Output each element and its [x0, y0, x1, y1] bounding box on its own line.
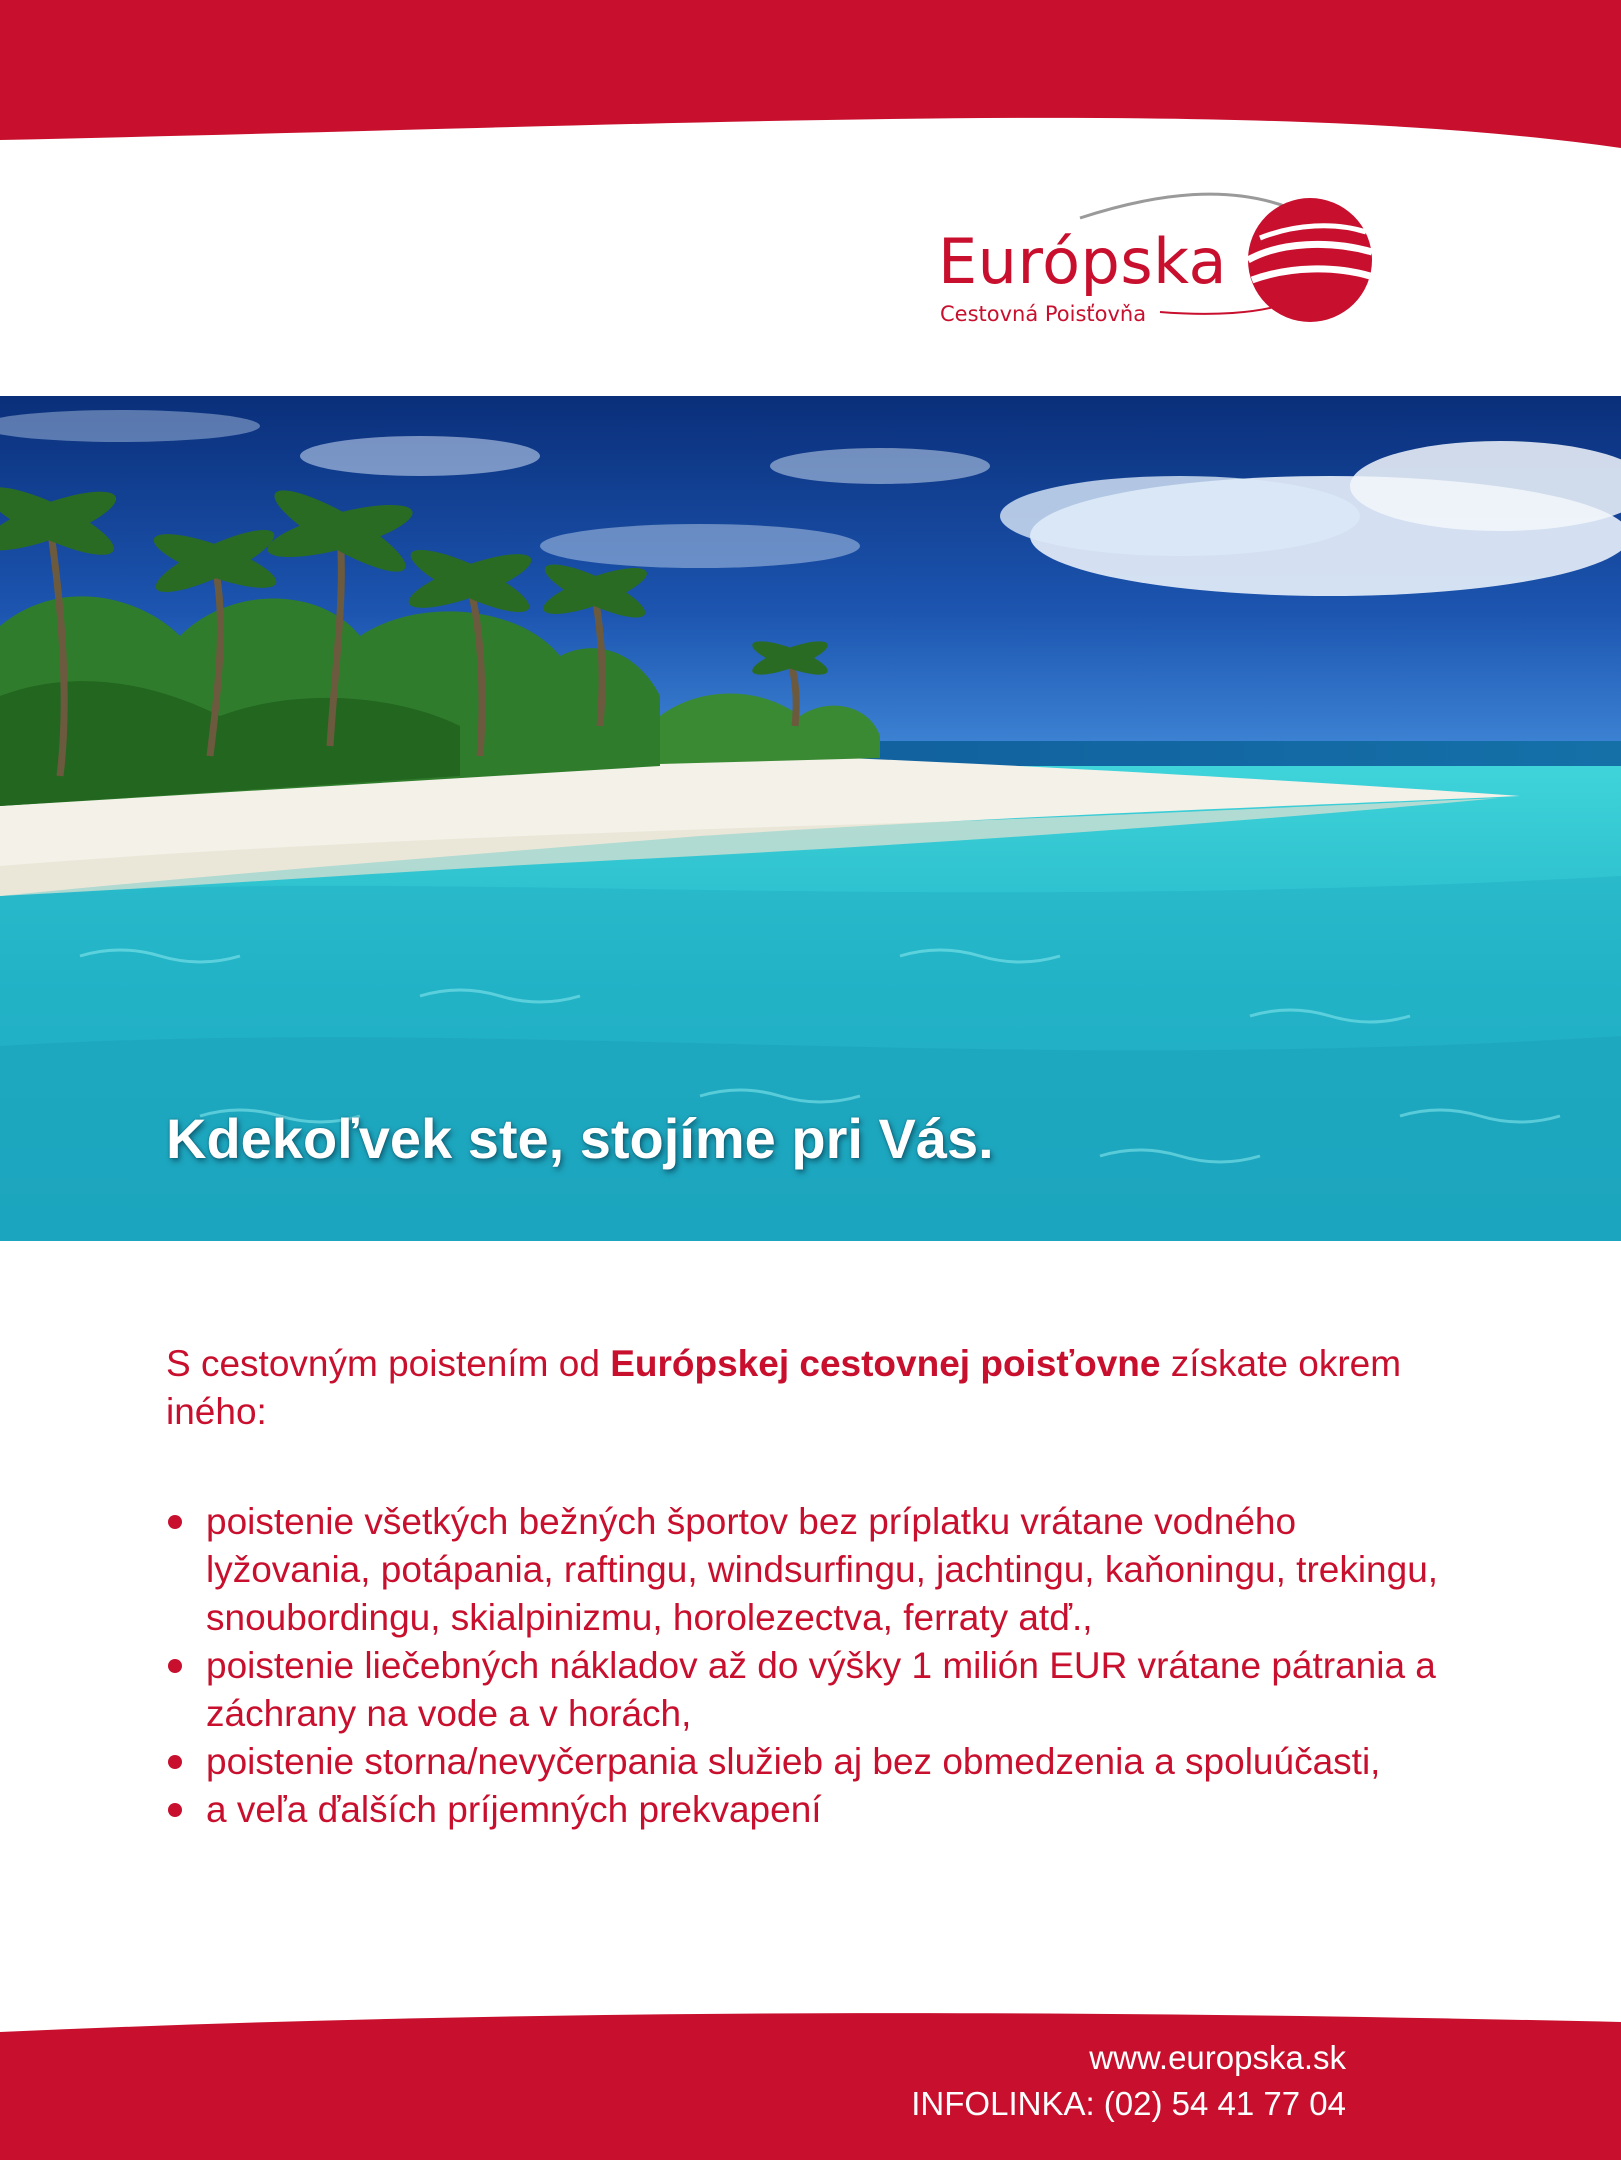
- company-logo: [930, 180, 1380, 340]
- footer-contact: [911, 2035, 1346, 2127]
- bullet-icon: [168, 1515, 182, 1529]
- bullet-icon: [168, 1803, 182, 1817]
- list-item: [166, 1738, 1466, 1786]
- website-link[interactable]: www.europska.sk: [1089, 2039, 1346, 2076]
- bullet-icon: [168, 1755, 182, 1769]
- list-item-text: a veľa ďalších príjemných prekvapení: [206, 1789, 822, 1830]
- benefits-list: [166, 1498, 1466, 1834]
- list-item-text: poistenie liečebných nákladov až do výšky 1 milión EUR vrátane pátrania a záchrany na vode a v horách,: [206, 1645, 1436, 1734]
- top-red-band: [0, 0, 1621, 150]
- list-item-text: poistenie všetkých bežných športov bez príplatku vrátane vodného lyžovania, potápania, raftingu, windsurfingu, jachtingu, kaňoningu, trekingu, snoubordingu, skialpinizmu, horolezectva, ferraty atď.,: [206, 1501, 1439, 1638]
- bullet-icon: [168, 1659, 182, 1673]
- infoline-text: INFOLINKA: (02) 54 41 77 04: [911, 2085, 1346, 2122]
- bottom-red-band: [0, 2010, 1621, 2160]
- intro-paragraph: [166, 1340, 1466, 1436]
- list-item-text: poistenie storna/nevyčerpania služieb aj bez obmedzenia a spoluúčasti,: [206, 1741, 1381, 1782]
- intro-prefix: S cestovným poistením od: [166, 1343, 611, 1384]
- intro-suffix: získate okrem iného:: [166, 1343, 1402, 1432]
- logo-name: Európska: [938, 225, 1227, 298]
- company-name: Európskej cestovnej poisťovne: [610, 1343, 1161, 1384]
- list-item: [166, 1642, 1466, 1738]
- hero-slogan: Kdekoľvek ste, stojíme pri Vás.: [166, 1107, 994, 1170]
- main-content: [166, 1340, 1466, 1834]
- hero-beach-image: [0, 396, 1621, 1241]
- list-item: [166, 1786, 1466, 1834]
- logo-subtitle: Cestovná Poisťovňa: [940, 302, 1147, 326]
- list-item: [166, 1498, 1466, 1642]
